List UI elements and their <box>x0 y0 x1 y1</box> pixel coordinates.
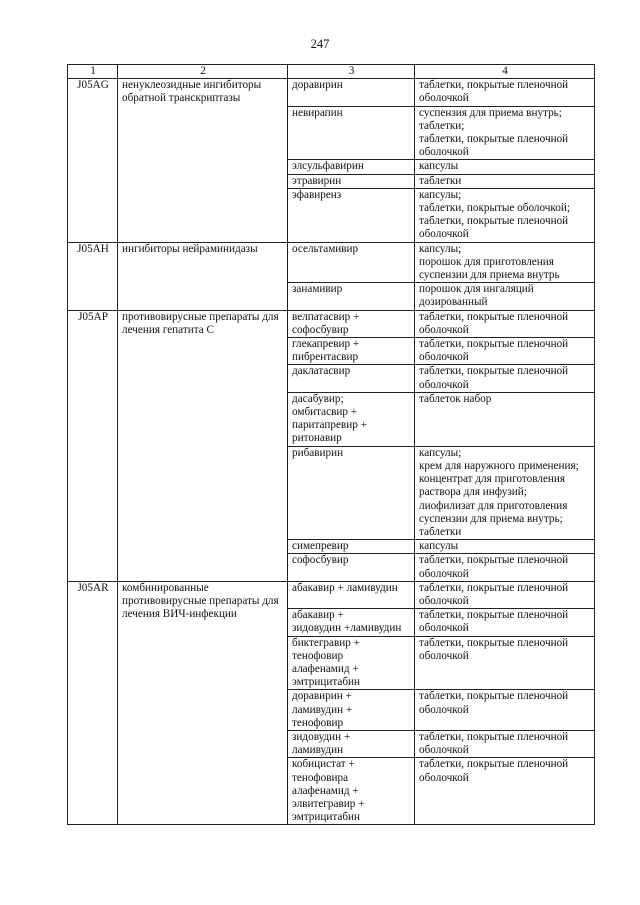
drug-name: доравирин + ламивудин + тенофовир <box>288 690 415 731</box>
group-name: противовирусные препараты для лечения гепатита С <box>118 310 288 581</box>
drug-name: абакавир + ламивудин <box>288 581 415 608</box>
drug-name: этравирин <box>288 174 415 188</box>
drug-name: софосбувир <box>288 554 415 581</box>
dosage-forms: таблетки <box>415 174 595 188</box>
dosage-forms: порошок для ингаляций дозированный <box>415 283 595 310</box>
group-name: комбинированные противовирусные препараты для лечения ВИЧ-инфекции <box>118 581 288 825</box>
drug-name: зидовудин + ламивудин <box>288 730 415 757</box>
dosage-forms: капсулы; порошок для приготовления суспензии для приема внутрь <box>415 242 595 283</box>
drug-name: занамивир <box>288 283 415 310</box>
dosage-forms: таблетки, покрытые пленочной оболочкой <box>415 730 595 757</box>
drug-name: абакавир + зидовудин +ламивудин <box>288 609 415 636</box>
drug-name: эфавиренз <box>288 188 415 242</box>
column-number: 1 <box>68 65 118 79</box>
atc-code: J05AP <box>68 310 118 581</box>
dosage-forms: таблетки, покрытые пленочной оболочкой <box>415 609 595 636</box>
drug-name: рибавирин <box>288 446 415 539</box>
dosage-forms: суспензия для приема внутрь; таблетки; таблетки, покрытые пленочной оболочкой <box>415 106 595 160</box>
drug-name: дасабувир; омбитасвир + паритапревир + ритонавир <box>288 392 415 446</box>
atc-code: J05AR <box>68 581 118 825</box>
drug-name: осельтамивир <box>288 242 415 283</box>
page-number: 247 <box>310 37 330 51</box>
atc-code: J05AH <box>68 242 118 310</box>
dosage-forms: таблетки, покрытые пленочной оболочкой <box>415 581 595 608</box>
dosage-forms: капсулы; крем для наружного применения; концентрат для приготовления раствора для инфузий; лиофилизат для приготовления суспензии для приема внутрь; таблетки <box>415 446 595 539</box>
column-number-row <box>68 65 595 79</box>
table-row <box>68 581 595 608</box>
drug-name: кобицистат + тенофовира алафенамид + элвитегравир + эмтрицитабин <box>288 758 415 825</box>
dosage-forms: таблетки, покрытые пленочной оболочкой <box>415 554 595 581</box>
dosage-forms: таблетки, покрытые пленочной оболочкой <box>415 690 595 731</box>
drug-name: глекапревир + пибрентасвир <box>288 338 415 365</box>
atc-code: J05AG <box>68 79 118 242</box>
drug-name: доравирин <box>288 79 415 106</box>
table-row <box>68 310 595 337</box>
dosage-forms: таблетки, покрытые пленочной оболочкой <box>415 758 595 825</box>
dosage-forms: таблетки, покрытые пленочной оболочкой <box>415 338 595 365</box>
table-row <box>68 79 595 106</box>
table-row <box>68 242 595 283</box>
dosage-forms: капсулы <box>415 540 595 554</box>
drug-name: даклатасвир <box>288 365 415 392</box>
column-number: 3 <box>288 65 415 79</box>
drug-name: невирапин <box>288 106 415 160</box>
drug-table <box>67 64 595 825</box>
dosage-forms: таблеток набор <box>415 392 595 446</box>
dosage-forms: таблетки, покрытые пленочной оболочкой <box>415 310 595 337</box>
dosage-forms: таблетки, покрытые пленочной оболочкой <box>415 365 595 392</box>
group-name: ненуклеозидные ингибиторы обратной транскриптазы <box>118 79 288 242</box>
dosage-forms: таблетки, покрытые пленочной оболочкой <box>415 79 595 106</box>
column-number: 4 <box>415 65 595 79</box>
column-number: 2 <box>118 65 288 79</box>
drug-name: элсульфавирин <box>288 160 415 174</box>
drug-name: биктегравир + тенофовир алафенамид + эмтрицитабин <box>288 636 415 690</box>
group-name: ингибиторы нейраминидазы <box>118 242 288 310</box>
dosage-forms: таблетки, покрытые пленочной оболочкой <box>415 636 595 690</box>
dosage-forms: капсулы; таблетки, покрытые оболочкой; таблетки, покрытые пленочной оболочкой <box>415 188 595 242</box>
dosage-forms: капсулы <box>415 160 595 174</box>
drug-name: велпатасвир + софосбувир <box>288 310 415 337</box>
drug-name: симепревир <box>288 540 415 554</box>
